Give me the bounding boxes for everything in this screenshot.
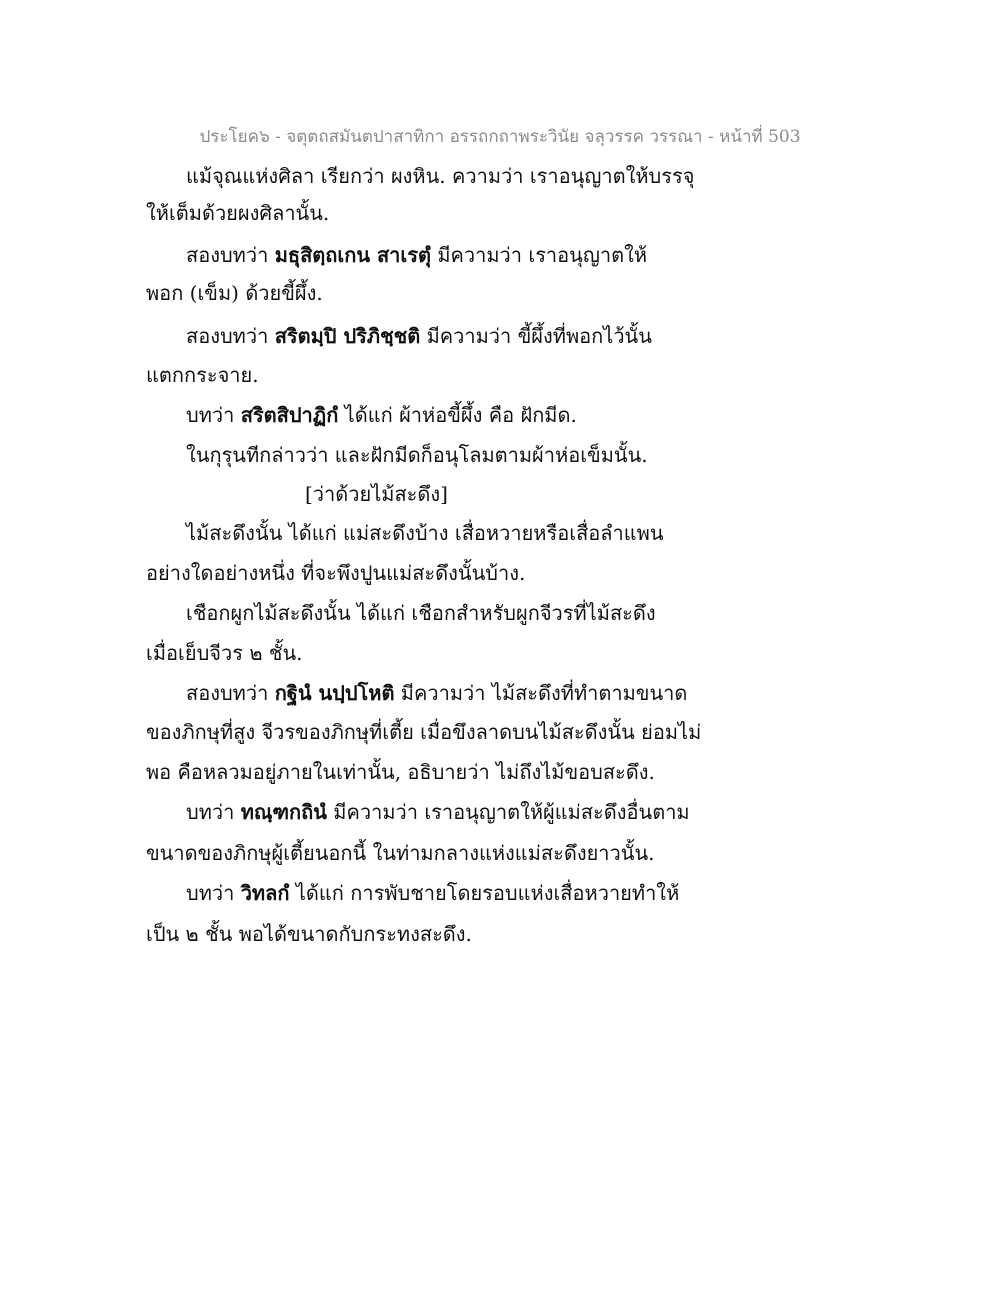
pali-term: ทณฺฑกถินํ [240,800,327,824]
body-line-6: แตกกระจาย. [146,363,259,387]
body-line-18: ขนาดของภิกษุผู้เตี้ยนอกนี้ ในท่ามกลางแห่งแม่สะดึงยาวนั้น. [146,841,655,865]
body-line-5 [186,324,652,348]
body-text: มีความว่า ไม้สะดึงที่ทำตามขนาด [394,681,688,705]
body-text: สองบทว่า [186,681,275,705]
body-text: สองบทว่า [186,324,275,348]
pali-term: สริตมฺปิ ปริภิชฺชติ [274,324,421,348]
body-line-7 [186,403,577,427]
body-line-4: พอก (เข็ม) ด้วยขี้ผึ้ง. [146,281,323,305]
body-text: สองบทว่า [186,243,275,267]
body-line-19 [186,881,679,905]
page-header: ประโยค๖ - จตุตถสมันตปาสาทิกา อรรถกถาพระวินัย จลุวรรค วรรณา - หน้าที่ 503 [199,127,801,147]
body-text: มีความว่า เราอนุญาตให้ [430,243,648,267]
body-text: บทว่า [186,403,241,427]
body-text: ได้แก่ ผ้าห่อขี้ผึ้ง คือ ฝักมีด. [338,403,577,427]
body-line-17 [186,800,690,824]
body-line-14 [186,681,687,705]
body-line-1: แม้จุณแห่งศิลา เรียกว่า ผงหิน. ความว่า เราอนุญาตให้บรรจุ [186,164,695,188]
body-line-8: ในกุรุนทีกล่าวว่า และฝักมีดก็อนุโลมตามผ้าห่อเข็มนั้น. [186,443,648,467]
pali-term: สริตสิปาฏิกํ [240,403,339,427]
pali-term: มธุสิตฺถเกน สาเรตุํ [274,243,431,267]
body-line-20: เป็น ๒ ชั้น พอได้ขนาดกับกระทงสะดึง. [146,922,472,946]
body-text: บทว่า [186,800,241,824]
body-line-10: ไม้สะดึงนั้น ได้แก่ แม่สะดึงบ้าง เสื่อหวายหรือเสื่อลำแพน [186,521,664,545]
section-heading: [ว่าด้วยไม้สะดึง] [305,482,448,506]
body-line-3 [186,243,647,267]
body-line-2: ให้เต็มด้วยผงศิลานั้น. [146,201,330,225]
body-line-12: เชือกผูกไม้สะดึงนั้น ได้แก่ เชือกสำหรับผูกจีวรที่ไม้สะดึง [186,601,656,625]
pali-term: กฐินํ นปฺปโหติ [274,681,395,705]
body-line-16: พอ คือหลวมอยู่ภายในเท่านั้น, อธิบายว่า ไม่ถึงไม้ขอบสะดึง. [146,760,655,784]
body-text: บทว่า [186,881,241,905]
body-text: มีความว่า เราอนุญาตให้ผู้แม่สะดึงอื่นตาม [326,800,690,824]
body-line-13: เมื่อเย็บจีวร ๒ ชั้น. [146,641,303,665]
body-text: มีความว่า ขี้ผึ้งที่พอกไว้นั้น [420,324,652,348]
body-line-11: อย่างใดอย่างหนึ่ง ที่จะพึงปูนแม่สะดึงนั้นบ้าง. [146,561,526,585]
body-line-15: ของภิกษุที่สูง จีวรของภิกษุที่เตี้ย เมื่อขึงลาดบนไม้สะดึงนั้น ย่อมไม่ [146,720,702,744]
pali-term: วิทลกํ [240,881,290,905]
body-text: ได้แก่ การพับชายโดยรอบแห่งเสื่อหวายทำให้ [289,881,680,905]
